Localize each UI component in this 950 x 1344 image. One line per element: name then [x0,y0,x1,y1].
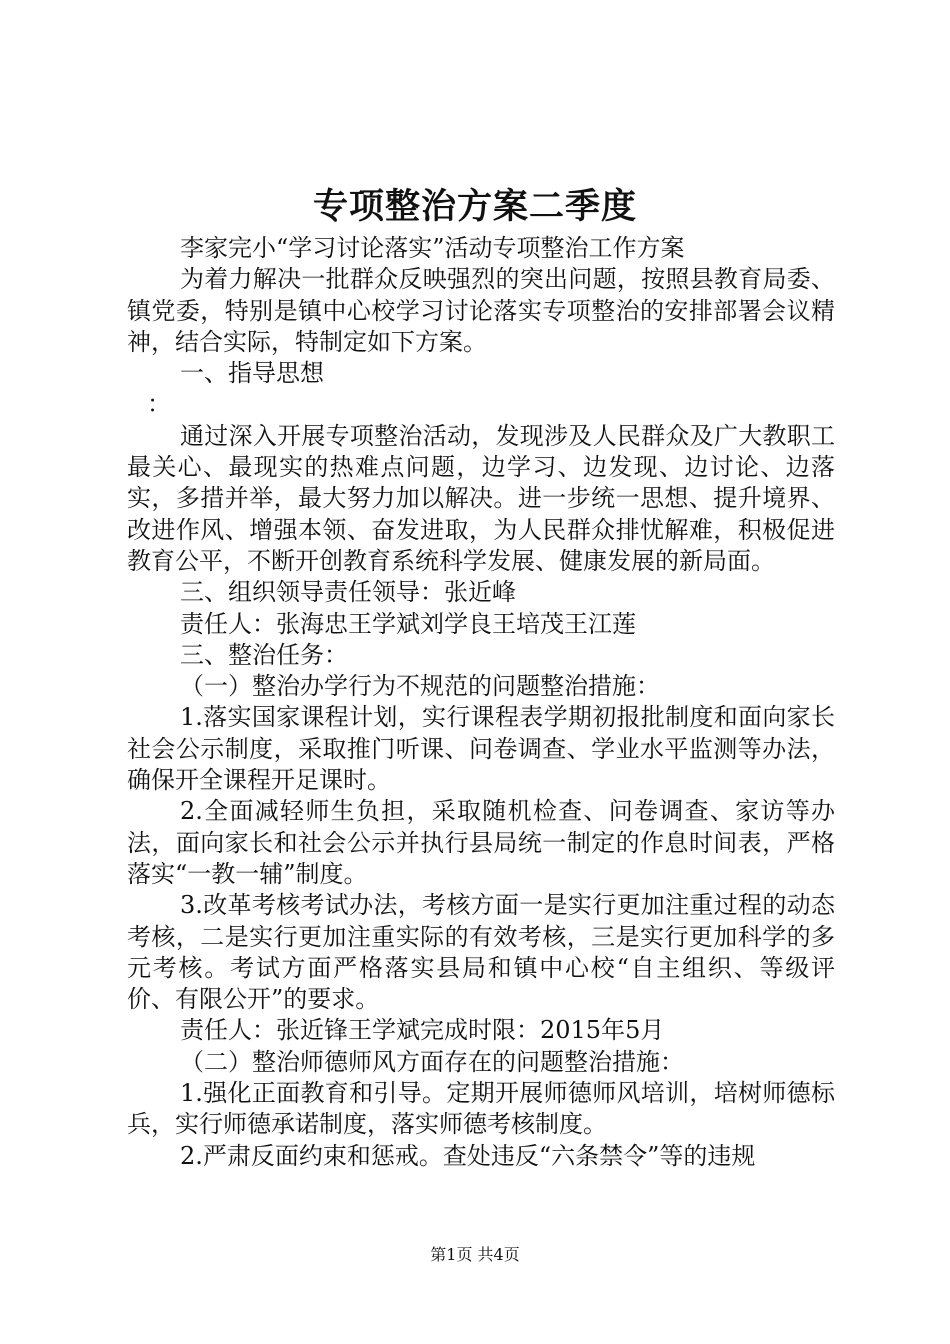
heading-task-one: （一）整治办学行为不规范的问题整治措施： [180,672,660,701]
paragraph-guiding-content: 通过深入开展专项整治活动，发现涉及人民群众及广大教职工最关心、最现实的热难点问题，边学习、边发现、边讨论、边落实，多措并举，最大努力加以解决。进一步统一思想、提升境界、改进作风、增强本领、奋发进取，为人民群众排忧解难，积极促进教育公平，不断开创教育系统科学发展、健康发展的新局面。 [127,421,835,575]
paragraph-colon: ： [147,390,171,419]
heading-tasks: 三、整治任务： [180,640,348,669]
paragraph-subtitle: 李家完小“学习讨论落实”活动专项整治工作方案 [180,234,685,262]
paragraph-intro: 为着力解决一批群众反映强烈的突出问题，按照县教育局委、镇党委，特别是镇中心校学习讨论落实专项整治的安排部署会议精神，结合实际，特制定如下方案。 [127,265,835,356]
heading-task-two: （二）整治师德师风方面存在的问题整治措施： [180,1047,684,1076]
heading-guiding-ideology: 一、指导思想 [180,359,324,388]
document-body [127,233,835,1172]
paragraph-task-one-item-2: 2.全面减轻师生负担，采取随机检查、问卷调查、家访等办法，面向家长和社会公示并执行县局统一制定的作息时间表，严格落实“一教一辅”制度。 [127,797,835,888]
paragraph-task-one-item-1: 1.落实国家课程计划，实行课程表学期初报批制度和面向家长社会公示制度，采取推门听课、问卷调查、学业水平监测等办法，确保开全课程开足课时。 [127,703,835,795]
paragraph-responsible-persons: 责任人：张海忠王学斌刘学良王培茂王江莲 [180,609,636,638]
page-number-footer: 第1页 共4页 [430,1245,520,1264]
heading-organization: 三、组织领导责任领导：张近峰 [180,578,516,607]
paragraph-task-one-responsible: 责任人：张近锋王学斌完成时限：2015年5月 [180,1016,665,1045]
paragraph-task-two-item-2: 2.严肃反面约束和惩戒。查处违反“六条禁令”等的违规 [180,1141,756,1170]
paragraph-task-two-item-1: 1.强化正面教育和引导。定期开展师德师风培训，培树师德标兵，实行师德承诺制度，落实师德考核制度。 [127,1079,835,1139]
document-title: 专项整治方案二季度 [312,186,637,227]
paragraph-task-one-item-3: 3.改革考核考试办法，考核方面一是实行更加注重过程的动态考核，二是实行更加注重实际的有效考核，三是实行更加科学的多元考核。考试方面严格落实县局和镇中心校“自主组织、等级评价、有限公开”的要求。 [127,891,835,1014]
